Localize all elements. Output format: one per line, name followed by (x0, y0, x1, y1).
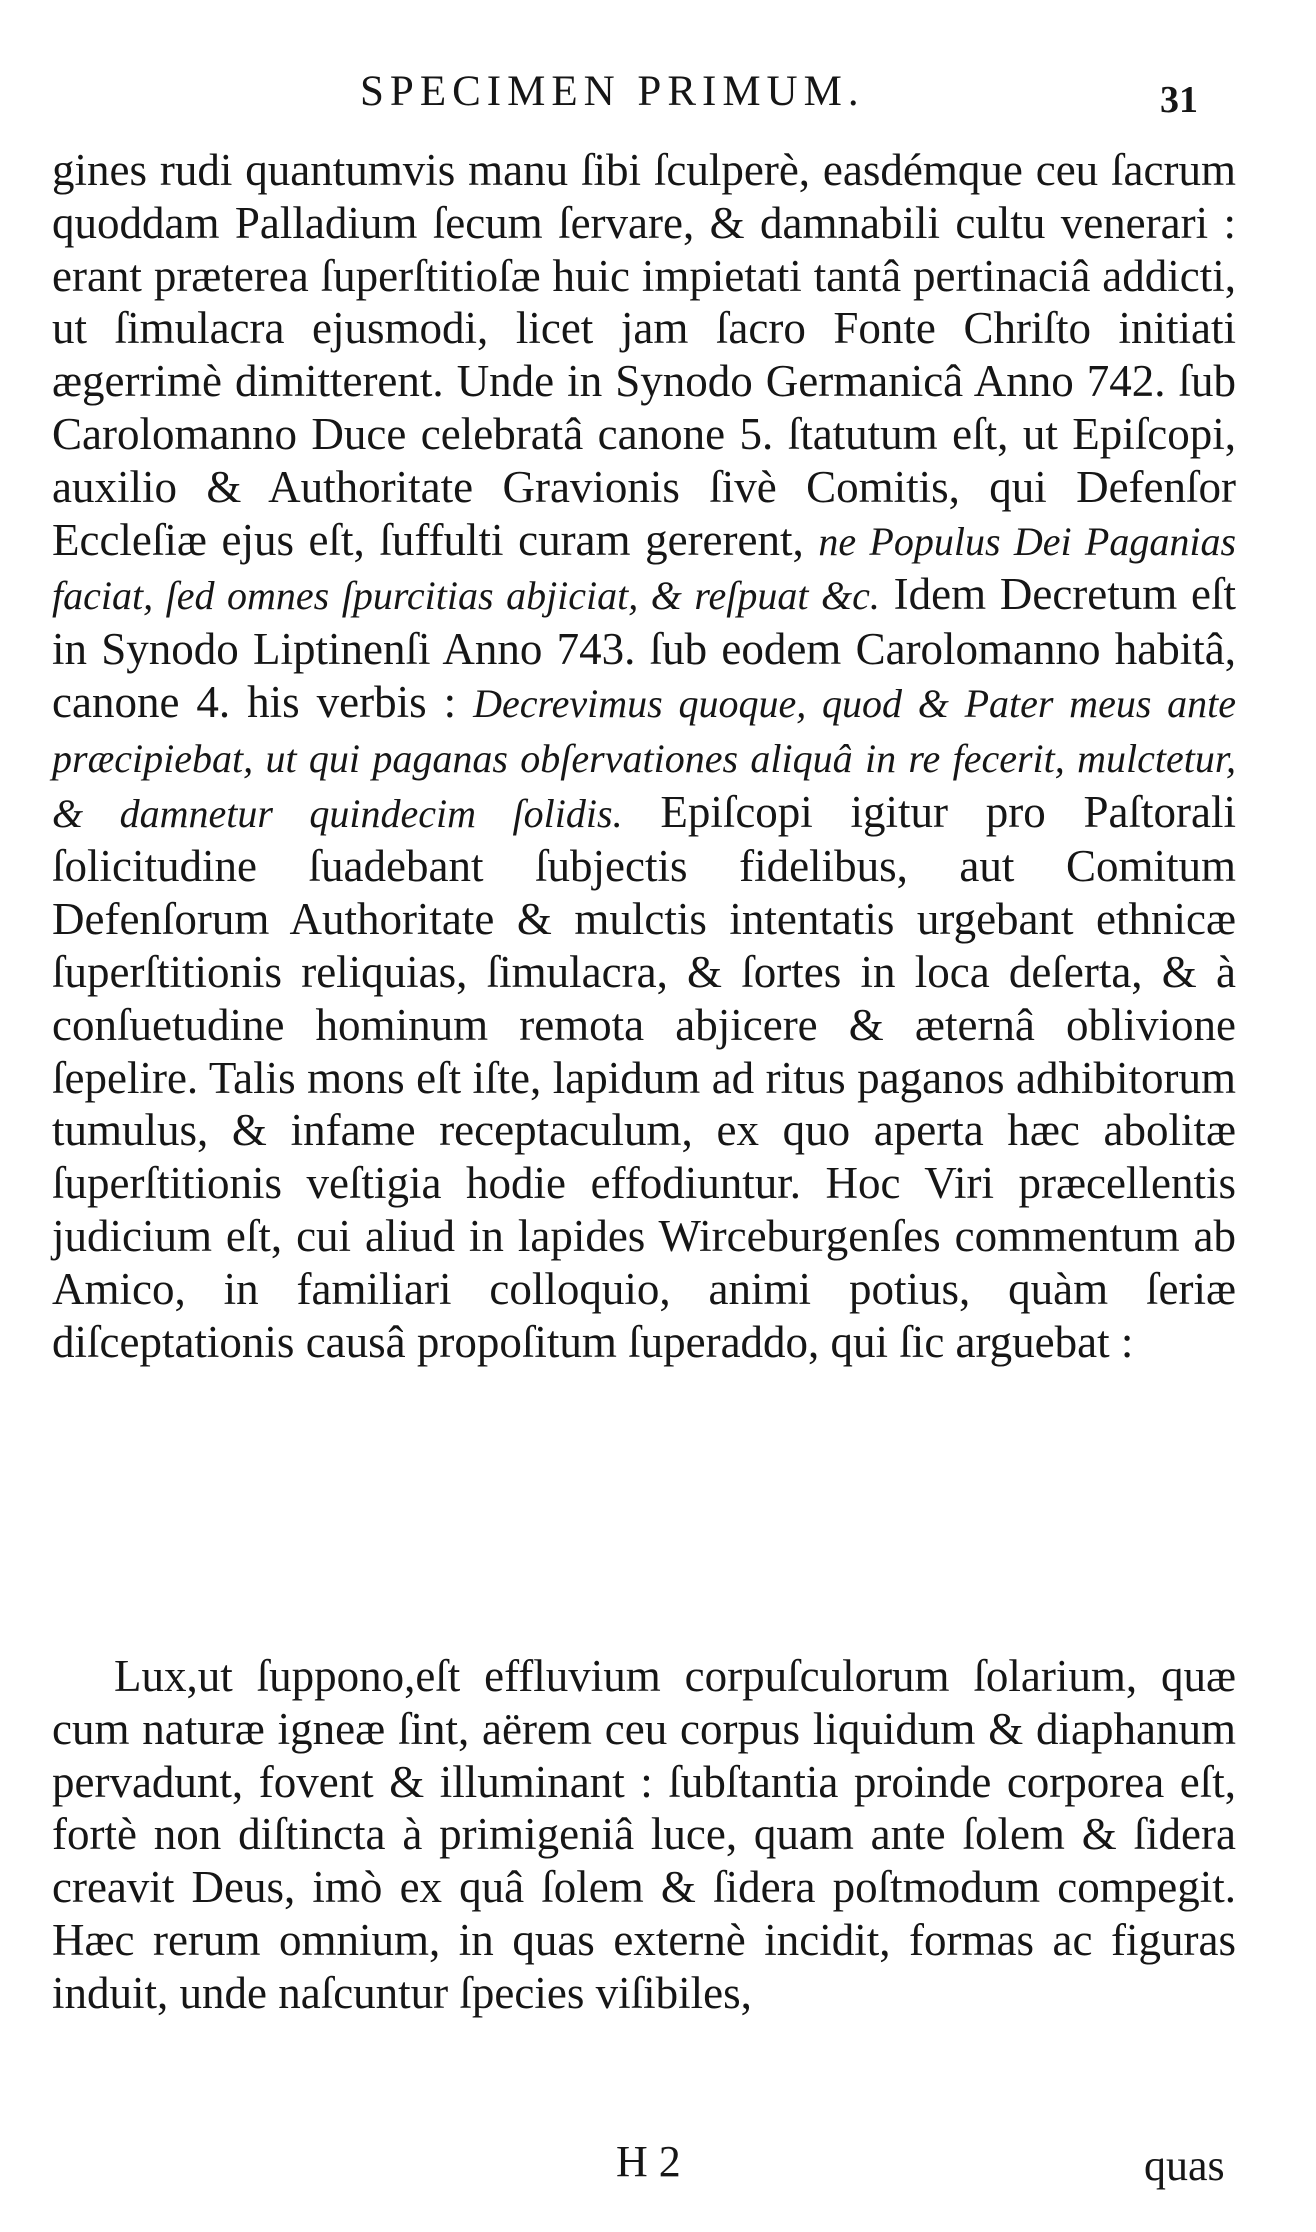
paragraph-1-text-c: Epiſcopi igitur pro Paſtorali ſolicitudine ſuadebant ſubjectis fidelibus, aut Comitum Defenſorum Authoritate & mulctis intentatis urgebant ethnicæ ſuperſtitionis reliquias, ſimulacra, & ſortes in loca deſerta, & à conſuetudine hominum remota abjicere & æternâ oblivione ſepelire. Talis mons eſt iſte, lapidum ad ritus paganos adhibitorum tumulus, & infame receptaculum, ex quo aperta hæc abolitæ ſuperſtitionis veſtigia hodie effodiuntur. Hoc Viri præcellentis judicium eſt, cui aliud in lapides Wirceburgenſes commentum ab Amico, in familiari colloquio, animi potius, quàm ſeriæ diſceptationis causâ propoſitum ſuperaddo, qui ſic arguebat : (52, 786, 1236, 1367)
signature-mark: H 2 (616, 2137, 681, 2186)
catchword: quas (1144, 2141, 1225, 2190)
paragraph-1-text-a: gines rudi quantumvis manu ſibi ſculperè, easdémque ceu ſacrum quoddam Palladium ſecum ſervare, & damnabili cultu venerari : erant præterea ſuperſtitioſæ huic impietati tantâ pertinaciâ addicti, ut ſimulacra ejusmodi, licet jam ſacro Fonte Chriſto initiati ægerrimè dimitterent. Unde in Synodo Germanicâ Anno 742. ſub Carolomanno Duce celebratâ canone 5. ſtatutum eſt, ut Epiſcopi, auxilio & Authoritate Gravionis ſivè Comitis, qui Defenſor Eccleſiæ ejus eſt, ſuffulti curam gererent, (52, 145, 1236, 565)
paragraph-1 (52, 144, 1236, 1368)
page-number: 31 (1160, 79, 1198, 121)
paragraph-1-text-b: Idem Decretum eſt in Synodo Liptinenſi Anno 743. ſub eodem Carolomanno habitâ, canone 4. his verbis : (52, 569, 1236, 727)
paragraph-2: Lux,ut ſuppono,eſt effluvium corpuſculorum ſolarium, quæ cum naturæ igneæ ſint, aërem ceu corpus liquidum & diaphanum pervadunt, fovent & illuminant : ſubſtantia proinde corporea eſt, fortè non diſtincta à primigeniâ luce, quam ante ſolem & ſidera creavit Deus, imò ex quâ ſolem & ſidera poſtmodum compegit. Hæc rerum omnium, in quas externè incidit, formas ac figuras induit, unde naſcuntur ſpecies viſibiles, (52, 1651, 1236, 2018)
quotation-synod-liptinensis: Decrevimus quoque, quod & Pater meus ante præcipiebat, ut qui paganas obſervationes aliquâ in re fecerit, mulctetur, & damnetur quindecim ſolidis. (52, 680, 1236, 836)
quotation-synod-germanica: ne Populus Dei Paganias faciat, ſed omnes ſpurcitias abjiciat, & reſpuat &c. (52, 518, 1237, 619)
page-footer (0, 2134, 1316, 2190)
running-head (0, 62, 1316, 122)
running-title: SPECIMEN PRIMUM. (360, 68, 865, 115)
